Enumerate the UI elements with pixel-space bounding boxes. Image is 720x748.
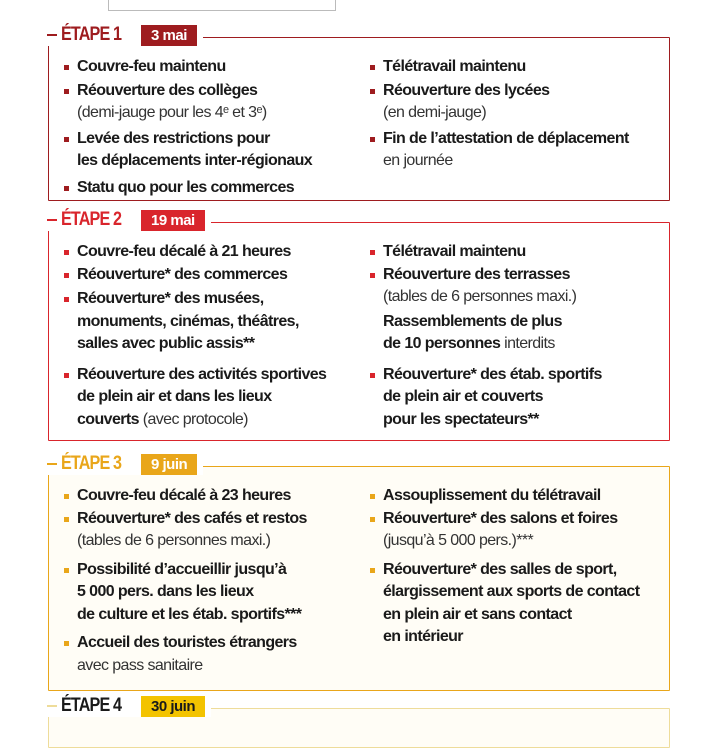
left-column <box>63 241 369 431</box>
list-item <box>369 485 659 508</box>
list-item <box>63 559 369 627</box>
list-item <box>63 177 369 200</box>
item-text: Réouverture des terrasses <box>383 265 570 283</box>
step-3-box <box>48 453 670 691</box>
step-columns <box>63 241 659 431</box>
item-text: Réouverture* des cafés et restos <box>77 509 307 527</box>
bullet-icon <box>64 517 69 522</box>
bullet-icon <box>370 568 375 573</box>
item-text: Réouverture* des salons et foires <box>383 509 618 527</box>
list-item <box>369 241 659 264</box>
bullet-icon <box>370 65 375 70</box>
item-text: Couvre-feu maintenu <box>77 58 226 75</box>
list-item <box>63 288 369 356</box>
item-text: Levée des restrictions pour les déplacements inter-régionaux <box>77 129 313 169</box>
bullet-icon <box>64 89 69 94</box>
item-text: Couvre-feu décalé à 23 heures <box>77 487 291 504</box>
right-column <box>369 56 659 199</box>
list-item <box>63 485 369 508</box>
item-text: Télétravail maintenu <box>383 58 526 75</box>
step-title: ÉTAPE 2 <box>61 209 122 230</box>
list-item <box>369 311 659 356</box>
item-text: Réouverture des lycées <box>383 81 550 99</box>
right-column <box>369 485 659 677</box>
step-date-badge: 9 juin <box>141 454 197 475</box>
list-item <box>63 364 369 432</box>
step-1-box <box>48 24 670 201</box>
bullet-icon <box>64 373 69 378</box>
item-note: (jusqu’à 5 000 pers.)*** <box>383 532 534 549</box>
bullet-icon <box>370 250 375 255</box>
list-item <box>63 632 369 677</box>
header-dash <box>47 705 57 707</box>
bullet-icon <box>64 65 69 70</box>
header-dash <box>47 463 57 465</box>
bullet-icon <box>64 641 69 646</box>
item-text: Assouplissement du télétravail <box>383 487 601 504</box>
right-column <box>369 241 659 431</box>
bullet-icon <box>64 494 69 499</box>
list-item <box>369 56 659 79</box>
step-2-box <box>48 209 670 441</box>
step-title: ÉTAPE 4 <box>61 695 122 716</box>
item-text: Accueil des touristes étrangers <box>77 634 297 651</box>
item-text: Statu quo pour les commerces <box>77 178 295 196</box>
bullet-icon <box>370 373 375 378</box>
item-note: (tables de 6 personnes maxi.) <box>383 288 577 305</box>
step-header <box>47 24 203 46</box>
step-columns <box>63 485 659 677</box>
step-header <box>47 209 211 231</box>
bullet-icon <box>370 494 375 499</box>
item-text: Réouverture* des commerces <box>77 265 288 283</box>
bullet-icon <box>64 273 69 278</box>
list-item <box>63 508 369 553</box>
list-item <box>369 508 659 553</box>
bullet-icon <box>370 89 375 94</box>
bullet-icon <box>370 137 375 142</box>
list-item <box>369 128 659 173</box>
step-date-badge: 30 juin <box>141 696 205 717</box>
list-item <box>63 264 369 287</box>
item-note: (demi-jauge pour les 4ᵉ et 3ᵉ) <box>77 104 267 121</box>
item-text: Réouverture* des musées, monuments, cinémas, théâtres, salles avec public assis** <box>77 290 299 352</box>
list-item <box>369 264 659 309</box>
header-dash <box>47 219 57 221</box>
step-date-badge: 19 mai <box>141 210 205 231</box>
item-text: Réouverture des collèges <box>77 81 258 99</box>
step-date-badge: 3 mai <box>141 25 197 46</box>
item-text: Couvre-feu décalé à 21 heures <box>77 243 291 260</box>
list-item <box>369 559 659 649</box>
header-dash <box>47 34 57 36</box>
item-text: Réouverture* des salles de sport, élargissement aux sports de contact en plein air et sans contact en intérieur <box>383 560 640 645</box>
step-header <box>47 695 211 717</box>
list-item <box>63 128 369 173</box>
step-title: ÉTAPE 1 <box>61 24 122 45</box>
item-note: interdits <box>500 335 555 352</box>
bullet-icon <box>370 517 375 522</box>
bullet-icon <box>64 137 69 142</box>
bullet-icon <box>64 297 69 302</box>
list-item <box>63 56 369 79</box>
item-note: (tables de 6 personnes maxi.) <box>77 532 271 549</box>
left-column <box>63 56 369 199</box>
item-text: Fin de l’attestation de déplacement <box>383 129 629 147</box>
item-note: en journée <box>383 152 453 169</box>
item-note: (avec protocole) <box>138 410 248 428</box>
item-text: Télétravail maintenu <box>383 243 526 260</box>
item-text: Possibilité d’accueillir jusqu’à 5 000 pers. dans les lieux de culture et les étab. sportifs*** <box>77 560 302 623</box>
bullet-icon <box>64 250 69 255</box>
step-4-box <box>48 695 670 748</box>
left-column <box>63 485 369 677</box>
bullet-icon <box>64 568 69 573</box>
item-note: (en demi-jauge) <box>383 104 487 121</box>
list-item <box>63 241 369 264</box>
item-text: Réouverture des activités sportives de plein air et dans les lieux couverts <box>77 365 327 428</box>
list-item <box>63 80 369 125</box>
step-title: ÉTAPE 3 <box>61 453 122 474</box>
item-text: Réouverture* des étab. sportifs de plein air et couverts pour les spectateurs** <box>383 365 602 428</box>
list-item <box>369 80 659 125</box>
item-note: avec pass sanitaire <box>77 656 203 674</box>
step-header <box>47 453 203 475</box>
list-item <box>369 364 659 432</box>
step-columns <box>63 56 659 199</box>
item-text: Rassemblements de plus de 10 personnes <box>383 312 562 352</box>
bullet-icon <box>370 273 375 278</box>
top-box <box>108 0 336 11</box>
bullet-icon <box>64 186 69 191</box>
